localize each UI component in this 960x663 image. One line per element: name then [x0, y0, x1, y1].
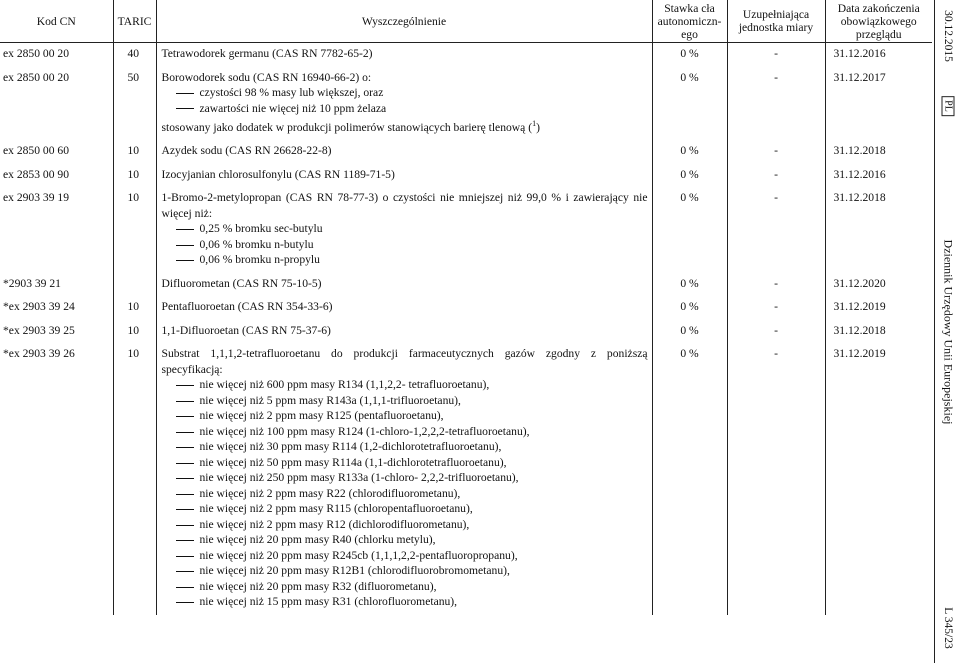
header-rate	[652, 0, 727, 43]
em-dash-marker	[176, 447, 194, 448]
description-cell	[156, 43, 652, 67]
em-dash-marker	[176, 229, 194, 230]
indent-text: nie więcej niż 600 ppm masy R134 (1,1,2,2- tetrafluoroetanu),	[199, 378, 490, 392]
description-indent-item	[162, 594, 648, 610]
indent-text: nie więcej niż 2 ppm masy R12 (dichlorodifluorometanu),	[199, 517, 470, 531]
description-indent-item	[162, 579, 648, 595]
em-dash-marker	[176, 432, 194, 433]
em-dash-marker	[176, 108, 194, 109]
supplementary-unit: -	[727, 164, 825, 188]
description-cell	[156, 140, 652, 164]
description-text: )	[536, 120, 540, 134]
header-line: obowiązkowego	[840, 14, 917, 28]
table-row	[0, 296, 932, 320]
em-dash-marker	[176, 478, 194, 479]
em-dash-marker	[176, 540, 194, 541]
table-row	[0, 320, 932, 344]
description-text: Tetrawodorek germanu (CAS RN 7782-65-2)	[161, 47, 373, 60]
description-cell	[156, 67, 652, 141]
header-review-date	[825, 0, 932, 43]
indent-text: 0,06 % bromku n-propylu	[199, 253, 320, 267]
description-cell	[156, 296, 652, 320]
indent-text: nie więcej niż 5 ppm masy R143a (1,1,1-trifluoroetanu),	[199, 393, 461, 407]
review-end-date: 31.12.2019	[825, 343, 932, 615]
description-indent-item	[162, 221, 648, 237]
taric-code	[113, 273, 156, 297]
description-indent-item	[162, 486, 648, 502]
description-indent-item	[162, 532, 648, 548]
review-end-date: 31.12.2018	[825, 187, 932, 273]
header-taric: TARIC	[113, 0, 156, 43]
indent-text: nie więcej niż 250 ppm masy R133a (1-chloro- 2,2,2-trifluoroetanu),	[199, 471, 519, 485]
table-row	[0, 273, 932, 297]
description-cell	[156, 187, 652, 273]
description-cell	[156, 164, 652, 188]
description-text: 1-Bromo-2-metylopropan (CAS RN 78-77-3) o czystości nie mniejszej niż 99,0 % i zawierający nie więcej niż:	[161, 191, 648, 220]
indent-text: nie więcej niż 50 ppm masy R114a (1,1-dichlorotetrafluoroetanu),	[199, 455, 507, 469]
taric-code: 10	[113, 187, 156, 273]
cn-code: ex 2850 00 20	[3, 70, 70, 84]
header-description: Wyszczególnienie	[156, 0, 652, 43]
supplementary-unit: -	[727, 320, 825, 344]
header-kod-cn: Kod CN	[0, 0, 113, 43]
header-line: przeglądu	[855, 27, 902, 41]
supplementary-unit: -	[727, 187, 825, 273]
cn-code: *ex 2903 39 26	[3, 347, 75, 361]
description-cell	[156, 343, 652, 615]
table-row	[0, 187, 932, 273]
indent-text: nie więcej niż 20 ppm masy R32 (difluorometanu),	[199, 579, 437, 593]
indent-text: nie więcej niż 20 ppm masy R40 (chlorku metylu),	[199, 533, 436, 547]
supplementary-unit: -	[727, 67, 825, 141]
description-cell	[156, 320, 652, 344]
cn-code: ex 2850 00 60	[3, 144, 70, 158]
supplementary-unit: -	[727, 343, 825, 615]
indent-text: nie więcej niż 20 ppm masy R12B1 (chlorodifluorobromometanu),	[199, 564, 510, 578]
footnote-ref[interactable]: 1	[532, 119, 537, 128]
duty-rate: 0 %	[652, 67, 727, 141]
review-end-date: 31.12.2018	[825, 140, 932, 164]
em-dash-marker	[176, 416, 194, 417]
description-indent-item	[162, 517, 648, 533]
description-indent-item	[162, 85, 648, 101]
description-indent-item	[162, 563, 648, 579]
duty-rate: 0 %	[652, 43, 727, 67]
description-indent-item	[162, 393, 648, 409]
publication-date: 30.12.2015	[942, 10, 954, 62]
review-end-date: 31.12.2017	[825, 67, 932, 141]
indent-text: nie więcej niż 2 ppm masy R115 (chloropentafluoroetanu),	[199, 502, 473, 516]
table-row	[0, 67, 932, 141]
description-indent-item	[162, 252, 648, 268]
description-text: Difluorometan (CAS RN 75-10-5)	[161, 276, 322, 290]
em-dash-marker	[176, 463, 194, 464]
em-dash-marker	[176, 260, 194, 261]
duty-rate: 0 %	[652, 164, 727, 188]
cn-code: ex 2903 39 19	[3, 191, 70, 205]
indent-text: nie więcej niż 2 ppm masy R22 (chlorodifluorometanu),	[199, 486, 461, 500]
cn-code: ex 2853 00 90	[3, 167, 70, 181]
em-dash-marker	[176, 401, 194, 402]
description-text: 1,1-Difluoroetan (CAS RN 75-37-6)	[161, 323, 331, 337]
cn-code: *ex 2903 39 25	[3, 323, 75, 337]
table-row	[0, 43, 932, 67]
description-text: Pentafluoroetan (CAS RN 354-33-6)	[161, 300, 333, 314]
em-dash-marker	[176, 509, 194, 510]
header-line: Uzupełniająca	[742, 8, 810, 21]
description-indent-item	[162, 408, 648, 424]
cn-code: ex 2850 00 20	[3, 47, 70, 60]
description-indent-item	[162, 439, 648, 455]
description-cell	[156, 273, 652, 297]
review-end-date: 31.12.2016	[825, 164, 932, 188]
description-footnote-line	[162, 116, 648, 135]
taric-code: 10	[113, 320, 156, 344]
indent-text: 0,25 % bromku sec-butylu	[199, 222, 323, 236]
taric-code: 10	[113, 296, 156, 320]
em-dash-marker	[176, 385, 194, 386]
em-dash-marker	[176, 587, 194, 588]
description-indent-item	[162, 377, 648, 393]
review-end-date: 31.12.2019	[825, 296, 932, 320]
indent-text: 0,06 % bromku n-butylu	[199, 237, 314, 251]
em-dash-marker	[176, 602, 194, 603]
header-unit	[727, 0, 825, 43]
description-indent-item	[162, 548, 648, 564]
description-text: Borowodorek sodu (CAS RN 16940-66-2) o:	[161, 70, 372, 84]
indent-text: nie więcej niż 30 ppm masy R114 (1,2-dichlorotetrafluoroetanu),	[199, 440, 502, 454]
indent-text: nie więcej niż 15 ppm masy R31 (chlorofluorometanu),	[199, 595, 458, 609]
em-dash-marker	[176, 494, 194, 495]
journal-title: Dziennik Urzędowy Unii Europejskiej	[941, 239, 956, 425]
table-row	[0, 164, 932, 188]
duty-rate: 0 %	[652, 320, 727, 344]
em-dash-marker	[176, 571, 194, 572]
duty-rate: 0 %	[652, 187, 727, 273]
table-row	[0, 343, 932, 615]
description-indent-item	[162, 101, 648, 117]
taric-code: 50	[113, 67, 156, 141]
cn-code: *2903 39 21	[3, 276, 61, 290]
duty-rate: 0 %	[652, 140, 727, 164]
header-line: ego	[681, 27, 698, 41]
indent-text: nie więcej niż 100 ppm masy R124 (1-chloro-1,2,2,2-tetrafluoroetanu),	[199, 424, 530, 438]
header-line: jednostka miary	[738, 21, 814, 34]
description-indent-item	[162, 455, 648, 471]
table-row	[0, 140, 932, 164]
taric-code: 10	[113, 140, 156, 164]
em-dash-marker	[176, 525, 194, 526]
cn-code: *ex 2903 39 24	[3, 300, 75, 314]
supplementary-unit: -	[727, 140, 825, 164]
description-indent-item	[162, 501, 648, 517]
em-dash-marker	[176, 245, 194, 246]
indent-text: zawartości nie więcej niż 10 ppm żelaza	[199, 101, 387, 115]
header-line: Stawka cła	[664, 1, 715, 15]
taric-code: 10	[113, 164, 156, 188]
em-dash-marker	[176, 556, 194, 557]
description-text: Izocyjanian chlorosulfonylu (CAS RN 1189-71-5)	[161, 167, 395, 181]
review-end-date: 31.12.2018	[825, 320, 932, 344]
header-line: autonomiczn-	[657, 14, 722, 28]
table-body	[0, 43, 932, 615]
language-badge: PL	[942, 96, 955, 116]
description-indent-item	[162, 424, 648, 440]
indent-text: nie więcej niż 20 ppm masy R245cb (1,1,1,2,2-pentafluoropropanu),	[199, 548, 518, 562]
description-text: Azydek sodu (CAS RN 26628-22-8)	[161, 144, 332, 158]
duty-rate: 0 %	[652, 296, 727, 320]
duty-rate: 0 %	[652, 273, 727, 297]
supplementary-unit: -	[727, 273, 825, 297]
review-end-date: 31.12.2020	[825, 273, 932, 297]
em-dash-marker	[176, 93, 194, 94]
page-margin-header	[934, 0, 960, 663]
header-line: Data zakończenia	[837, 1, 920, 15]
page-number: L 345/23	[942, 607, 954, 649]
indent-text: czystości 98 % masy lub większej, oraz	[199, 86, 384, 99]
review-end-date: 31.12.2016	[825, 43, 932, 67]
description-text: stosowany jako dodatek w produkcji polimerów stanowiących barierę tlenową (	[161, 120, 533, 134]
supplementary-unit: -	[727, 43, 825, 67]
taric-code: 10	[113, 343, 156, 615]
description-text: Substrat 1,1,1,2-tetrafluoroetanu do produkcji farmaceutycznych gazów zgodny z poniższą specyfikacją:	[161, 347, 648, 376]
duty-rate: 0 %	[652, 343, 727, 615]
supplementary-unit: -	[727, 296, 825, 320]
header-row	[0, 0, 932, 43]
description-indent-item	[162, 237, 648, 253]
indent-text: nie więcej niż 2 ppm masy R125 (pentafluoroetanu),	[199, 409, 444, 423]
taric-code: 40	[113, 43, 156, 67]
description-indent-item	[162, 470, 648, 486]
